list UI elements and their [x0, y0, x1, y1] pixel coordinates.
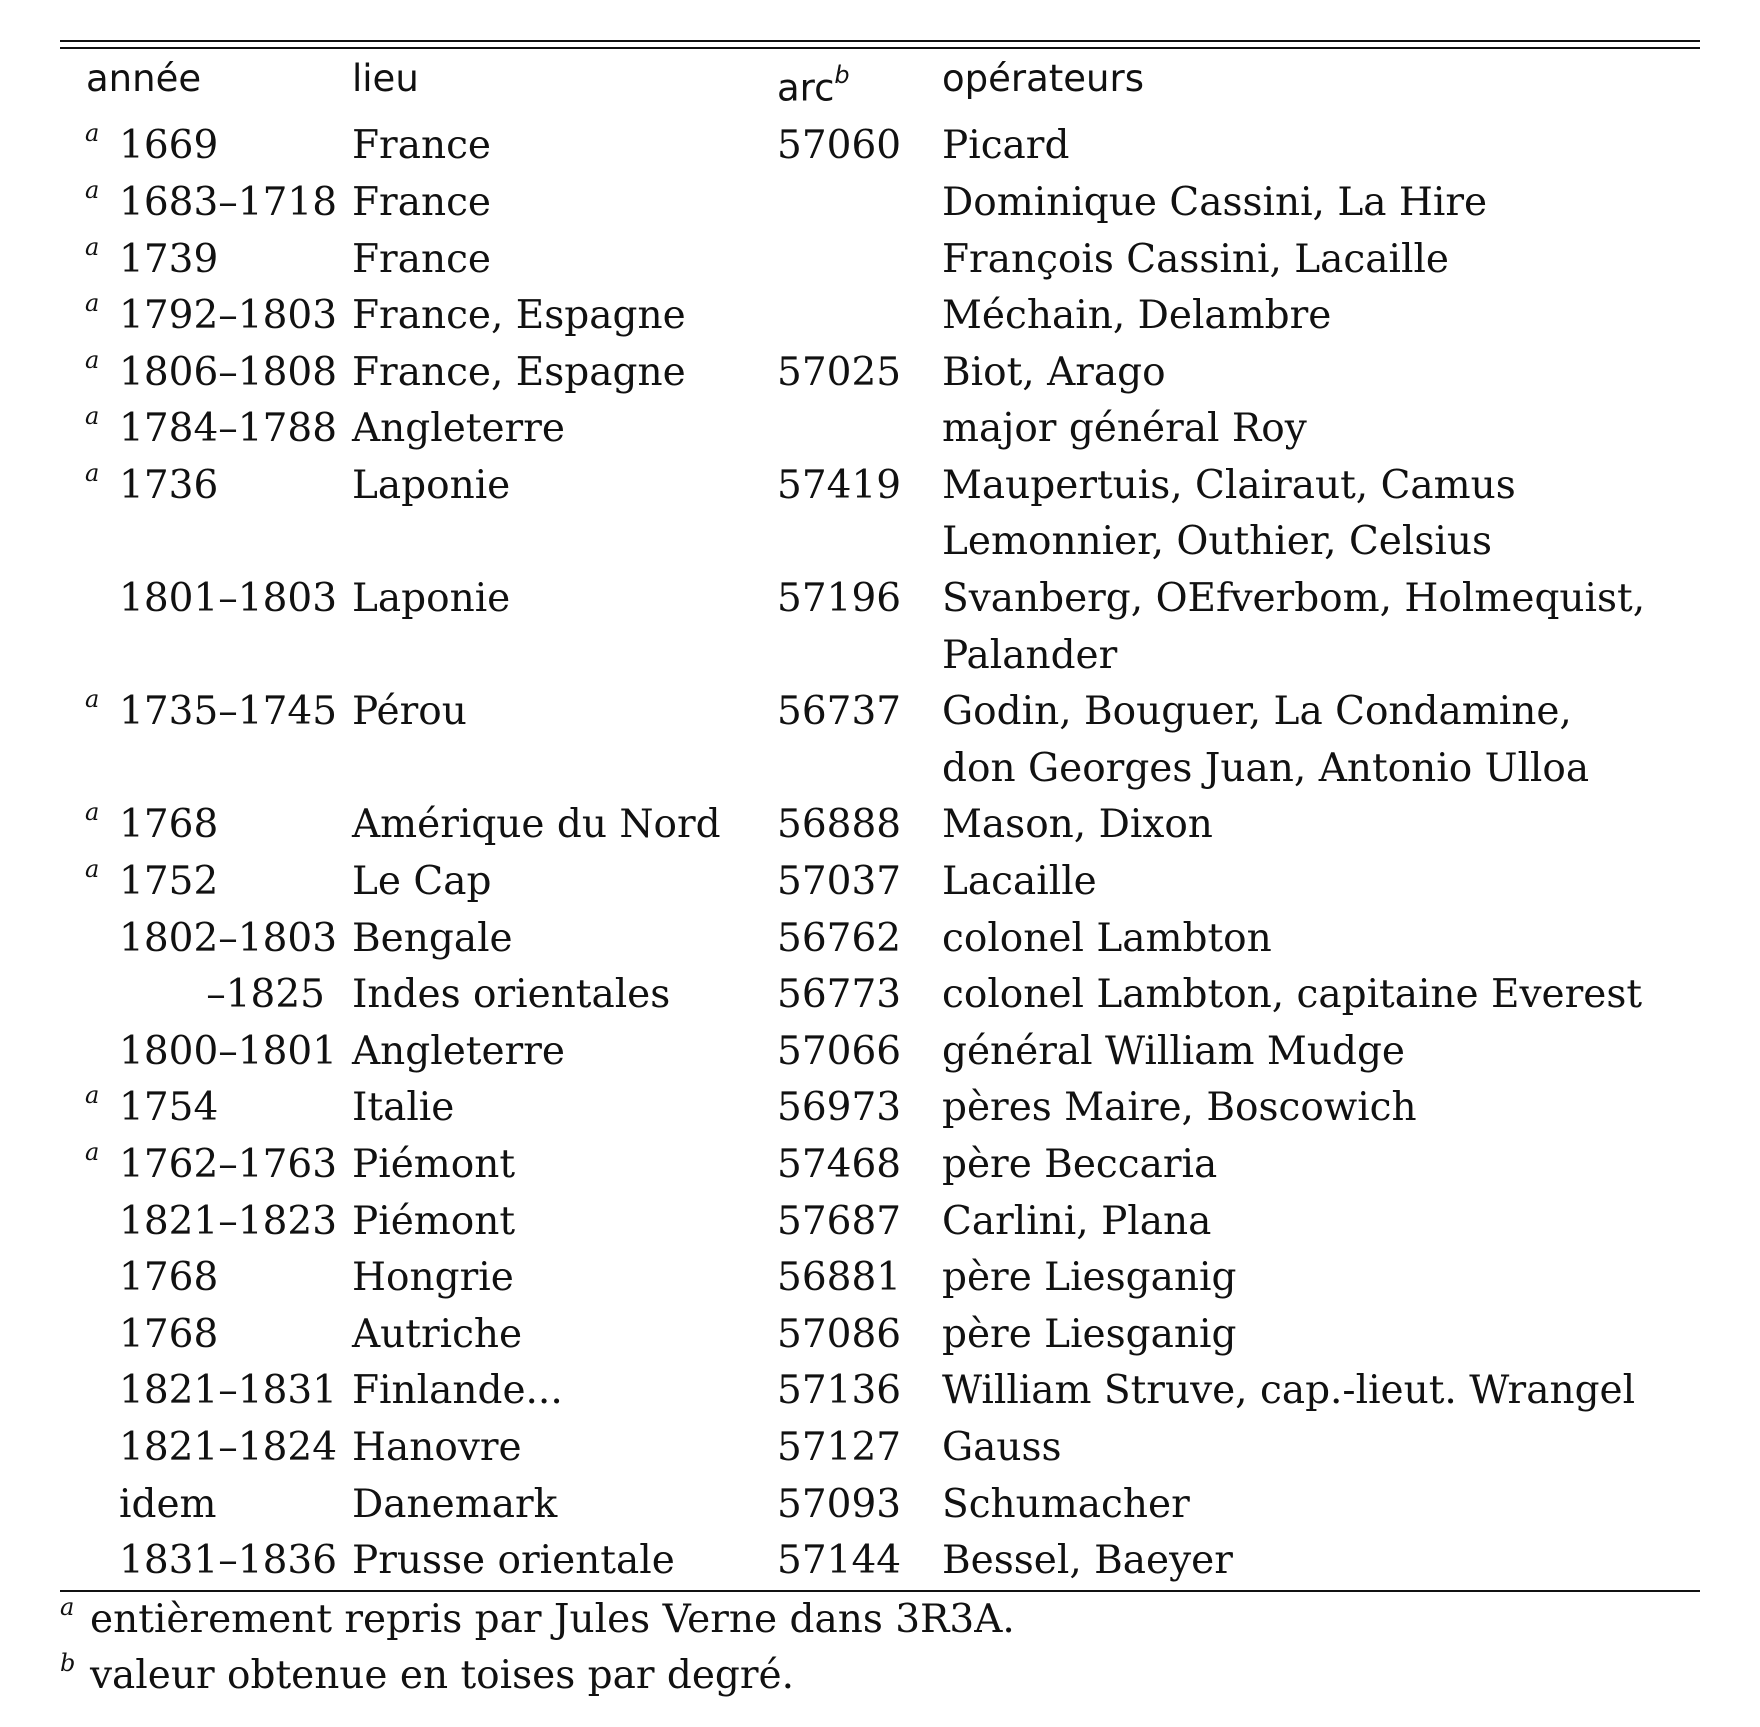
- cell-annee: [60, 571, 352, 684]
- year-text: 1792–1803: [119, 293, 338, 339]
- table-row: [60, 401, 1700, 458]
- cell-lieu: Angleterre: [352, 1028, 565, 1074]
- footnote-marker: a: [85, 175, 100, 204]
- cell-arc: 57066: [777, 1028, 902, 1074]
- table-row: [60, 1533, 1700, 1590]
- cell-operateurs: [942, 175, 1700, 232]
- cell-arc: [777, 288, 942, 345]
- cell-arc: 57093: [777, 1481, 902, 1527]
- operateurs-line: Gauss: [942, 1424, 1062, 1470]
- year-text: 1821–1823: [119, 1198, 338, 1244]
- cell-annee: [60, 1477, 352, 1534]
- year-text: 1736: [119, 462, 219, 508]
- cell-lieu: Piémont: [352, 1198, 516, 1244]
- cell-annee: [60, 175, 352, 232]
- cell-lieu: France: [352, 123, 491, 169]
- cell-operateurs: [942, 1194, 1700, 1251]
- cell-arc: 57468: [777, 1142, 902, 1188]
- year-text: 1821–1824: [119, 1424, 338, 1470]
- year-text: 1754: [119, 1085, 219, 1131]
- footnote: [60, 1592, 1700, 1648]
- cell-arc: 57086: [777, 1311, 902, 1357]
- cell-lieu: France: [352, 236, 491, 282]
- cell-operateurs: [942, 1024, 1700, 1081]
- cell-annee: [60, 854, 352, 911]
- table-row: [60, 1194, 1700, 1251]
- cell-lieu: Pérou: [352, 689, 467, 735]
- year-text: 1768: [119, 1311, 219, 1357]
- cell-lieu: Hongrie: [352, 1255, 514, 1301]
- table-row: [60, 175, 1700, 232]
- operateurs-line: Svanberg, OEfverbom, Holmequist,: [942, 576, 1646, 622]
- footnote-marker: a: [85, 345, 100, 374]
- cell-lieu: Angleterre: [352, 406, 565, 452]
- table-row: [60, 571, 1700, 684]
- operateurs-line: Méchain, Delambre: [942, 293, 1332, 339]
- cell-annee: [60, 1137, 352, 1194]
- year-text: 1762–1763: [119, 1142, 338, 1188]
- header-lieu: lieu: [352, 57, 419, 100]
- cell-operateurs: [942, 401, 1700, 458]
- cell-annee: [60, 684, 352, 797]
- cell-operateurs: [942, 458, 1700, 571]
- year-text: 1821–1831: [119, 1368, 338, 1414]
- footnote-marker: a: [85, 685, 100, 714]
- cell-arc: [777, 401, 942, 458]
- year-text: 1801–1803: [119, 576, 338, 622]
- table-row: [60, 118, 1700, 175]
- cell-arc: 56737: [777, 689, 902, 735]
- cell-operateurs: [942, 684, 1700, 797]
- footnote-marker: a: [85, 1138, 100, 1167]
- footnote-text: entièrement repris par Jules Verne dans 3R3A.: [90, 1596, 1015, 1642]
- operateurs-line: major général Roy: [942, 406, 1307, 452]
- cell-annee: [60, 911, 352, 968]
- table-row: [60, 1250, 1700, 1307]
- operateurs-line: Biot, Arago: [942, 349, 1166, 395]
- cell-arc: 57136: [777, 1368, 902, 1414]
- cell-arc: 56762: [777, 915, 902, 961]
- footnote-marker: a: [85, 855, 100, 884]
- header-operateurs: opérateurs: [942, 57, 1144, 100]
- table-row: [60, 911, 1700, 968]
- cell-lieu: Autriche: [352, 1311, 523, 1357]
- cell-annee: [60, 1194, 352, 1251]
- year-text: 1739: [119, 236, 219, 282]
- operateurs-line: colonel Lambton, capitaine Everest: [942, 972, 1643, 1018]
- cell-arc: 56881: [777, 1255, 902, 1301]
- footnote-marker: b: [60, 1648, 76, 1677]
- operateurs-line: Bessel, Baeyer: [942, 1538, 1233, 1584]
- operateurs-line: Picard: [942, 123, 1070, 169]
- table-row: [60, 1363, 1700, 1420]
- cell-arc: 57025: [777, 349, 902, 395]
- cell-annee: [60, 1363, 352, 1420]
- table-row: [60, 1307, 1700, 1364]
- operateurs-line: William Struve, cap.-lieut. Wrangel: [942, 1368, 1636, 1414]
- table-row: [60, 288, 1700, 345]
- cell-operateurs: [942, 345, 1700, 402]
- cell-lieu: France: [352, 179, 491, 225]
- table-row: [60, 458, 1700, 571]
- operateurs-line: père Liesganig: [942, 1311, 1237, 1357]
- cell-lieu: Italie: [352, 1085, 455, 1131]
- year-text: 1669: [119, 123, 219, 169]
- cell-annee: [60, 1080, 352, 1137]
- footnote-marker: a: [85, 402, 100, 431]
- year-text: 1735–1745: [119, 689, 338, 735]
- cell-lieu: France, Espagne: [352, 349, 686, 395]
- cell-arc: 57144: [777, 1538, 902, 1584]
- operateurs-line: Godin, Bouguer, La Condamine,: [942, 689, 1572, 735]
- cell-annee: [60, 1533, 352, 1590]
- operateurs-line-continued: Lemonnier, Outhier, Celsius: [942, 519, 1492, 565]
- operateurs-line-continued: Palander: [942, 632, 1118, 678]
- cell-annee: [60, 797, 352, 854]
- cell-annee: [60, 1024, 352, 1081]
- year-text: 1768: [119, 802, 219, 848]
- operateurs-line: Maupertuis, Clairaut, Camus: [942, 462, 1516, 508]
- cell-operateurs: [942, 288, 1700, 345]
- cell-annee: [60, 401, 352, 458]
- header-arc: [777, 49, 942, 118]
- cell-lieu: Le Cap: [352, 859, 492, 905]
- table-row: [60, 967, 1700, 1024]
- cell-operateurs: [942, 1477, 1700, 1534]
- cell-lieu: Laponie: [352, 462, 511, 508]
- cell-operateurs: [942, 118, 1700, 175]
- cell-operateurs: [942, 854, 1700, 911]
- cell-annee: [60, 1420, 352, 1477]
- cell-annee: [60, 232, 352, 289]
- cell-lieu: Amérique du Nord: [352, 802, 721, 848]
- cell-arc: 57419: [777, 462, 902, 508]
- cell-operateurs: [942, 1080, 1700, 1137]
- year-text: 1768: [119, 1255, 219, 1301]
- cell-operateurs: [942, 571, 1700, 684]
- cell-lieu: Indes orientales: [352, 972, 671, 1018]
- cell-arc: 56973: [777, 1085, 902, 1131]
- cell-arc: 57687: [777, 1198, 902, 1244]
- operateurs-line: père Beccaria: [942, 1142, 1218, 1188]
- year-text: 1752: [119, 859, 219, 905]
- cell-lieu: Prusse orientale: [352, 1538, 675, 1584]
- footnote-marker: a: [85, 232, 100, 261]
- table-row: [60, 854, 1700, 911]
- operateurs-line: Carlini, Plana: [942, 1198, 1212, 1244]
- cell-operateurs: [942, 797, 1700, 854]
- cell-operateurs: [942, 967, 1700, 1024]
- cell-arc: [777, 175, 942, 232]
- operateurs-line: François Cassini, Lacaille: [942, 236, 1449, 282]
- year-text: idem: [119, 1481, 217, 1527]
- operateurs-line: colonel Lambton: [942, 915, 1272, 961]
- operateurs-line: général William Mudge: [942, 1028, 1405, 1074]
- cell-annee: [60, 1307, 352, 1364]
- operateurs-line: père Liesganig: [942, 1255, 1237, 1301]
- cell-arc: 57196: [777, 576, 902, 622]
- cell-arc: 56888: [777, 802, 902, 848]
- footnote-marker: a: [85, 1081, 100, 1110]
- operateurs-line: Mason, Dixon: [942, 802, 1213, 848]
- operateurs-line: pères Maire, Boscowich: [942, 1085, 1417, 1131]
- document: [60, 40, 1700, 1704]
- footnotes: [60, 1592, 1700, 1704]
- cell-arc: 57037: [777, 859, 902, 905]
- table-row: [60, 1420, 1700, 1477]
- cell-arc: 57127: [777, 1424, 902, 1470]
- operateurs-line: Schumacher: [942, 1481, 1190, 1527]
- operateurs-line: Lacaille: [942, 859, 1097, 905]
- table-row: [60, 1024, 1700, 1081]
- header-row: [60, 49, 1700, 118]
- table-row: [60, 1137, 1700, 1194]
- footnote: [60, 1648, 1700, 1704]
- cell-annee: [60, 118, 352, 175]
- cell-operateurs: [942, 1307, 1700, 1364]
- operateurs-line: Dominique Cassini, La Hire: [942, 179, 1488, 225]
- cell-operateurs: [942, 911, 1700, 968]
- measurements-table: [60, 49, 1700, 1590]
- year-text: 1802–1803: [119, 915, 338, 961]
- footnote-marker: a: [85, 798, 100, 827]
- cell-lieu: Danemark: [352, 1481, 558, 1527]
- cell-operateurs: [942, 1363, 1700, 1420]
- cell-annee: [60, 345, 352, 402]
- cell-annee: [60, 288, 352, 345]
- cell-lieu: Finlande...: [352, 1368, 563, 1414]
- year-text: 1831–1836: [119, 1538, 338, 1584]
- cell-operateurs: [942, 232, 1700, 289]
- cell-operateurs: [942, 1420, 1700, 1477]
- year-text: 1806–1808: [119, 349, 338, 395]
- table-row: [60, 1080, 1700, 1137]
- cell-annee: [60, 967, 352, 1024]
- header-annee: année: [86, 57, 202, 100]
- footnote-marker: a: [85, 119, 100, 148]
- cell-lieu: Hanovre: [352, 1424, 522, 1470]
- footnote-marker: a: [85, 289, 100, 318]
- cell-lieu: Bengale: [352, 915, 513, 961]
- year-text: 1683–1718: [119, 179, 338, 225]
- table-row: [60, 232, 1700, 289]
- table-row: [60, 684, 1700, 797]
- year-text: –1825: [206, 972, 325, 1018]
- header-arc-label: arc: [777, 66, 835, 110]
- cell-lieu: France, Espagne: [352, 293, 686, 339]
- cell-lieu: Piémont: [352, 1142, 516, 1188]
- footnote-marker: a: [85, 458, 100, 487]
- cell-annee: [60, 1250, 352, 1307]
- footnote-text: valeur obtenue en toises par degré.: [90, 1652, 795, 1698]
- cell-lieu: Laponie: [352, 576, 511, 622]
- table-row: [60, 1477, 1700, 1534]
- header-arc-note: b: [834, 61, 850, 89]
- cell-annee: [60, 458, 352, 571]
- year-text: 1800–1801: [119, 1028, 338, 1074]
- cell-arc: 56773: [777, 972, 902, 1018]
- cell-operateurs: [942, 1533, 1700, 1590]
- table-body: [60, 118, 1700, 1589]
- cell-arc: [777, 232, 942, 289]
- operateurs-line-continued: don Georges Juan, Antonio Ulloa: [942, 745, 1590, 791]
- table-row: [60, 345, 1700, 402]
- cell-operateurs: [942, 1137, 1700, 1194]
- cell-operateurs: [942, 1250, 1700, 1307]
- year-text: 1784–1788: [119, 406, 338, 452]
- footnote-marker: a: [60, 1592, 75, 1621]
- cell-arc: 57060: [777, 123, 902, 169]
- table-row: [60, 797, 1700, 854]
